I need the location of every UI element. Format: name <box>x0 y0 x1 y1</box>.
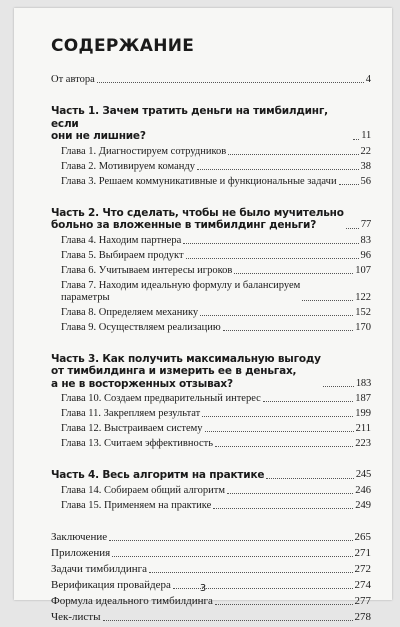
leader-dots <box>186 258 359 259</box>
part-page: 11 <box>361 130 371 141</box>
entry-page: 277 <box>354 594 371 607</box>
chapter-page: 199 <box>355 408 371 419</box>
chapter-text: Глава 11. Закрепляем результат <box>61 408 201 419</box>
chapter-page: 38 <box>360 160 371 172</box>
chapter-page: 83 <box>360 234 371 246</box>
toc-part-2 <box>51 207 371 232</box>
toc-chapter-9 <box>51 322 371 334</box>
part-title: Часть 3. Как получить максимальную выгоду от тимбилдинга и измерить ее в деньгах, а не в восторженных отзывах? <box>51 352 321 390</box>
entry-page: 272 <box>354 562 371 575</box>
toc-chapter-1 <box>51 146 371 158</box>
leader-dots <box>103 620 353 621</box>
chapter-text: Глава 15. Применяем на практике <box>61 499 212 511</box>
toc-part-1 <box>51 105 371 143</box>
chapter-text: Глава 8. Определяем механику <box>61 306 199 318</box>
part-title: Часть 2. Что сделать, чтобы не было мучительно больно за вложенные в тимбилдинг деньги? <box>51 206 344 231</box>
toc-chapter-3 <box>51 176 371 188</box>
entry-text: Формула идеального тимбилдинга <box>51 594 213 607</box>
toc-chapter-2 <box>51 161 371 173</box>
entry-text: Задачи тимбилдинга <box>51 562 147 575</box>
page-number: 3 <box>199 583 207 594</box>
chapter-text: Глава 2. Мотивируем команду <box>61 160 195 172</box>
entry-page: 271 <box>354 546 371 559</box>
page-title: СОДЕРЖАНИЕ <box>51 36 195 56</box>
leader-dots <box>223 330 353 331</box>
leader-dots <box>346 228 359 229</box>
chapter-text: Глава 3. Решаем коммуникативные и функциональные задачи <box>61 175 337 187</box>
entry-text: Заключение <box>51 530 108 543</box>
toc-chapter-7 <box>51 280 371 304</box>
chapter-page: 187 <box>355 393 371 404</box>
part-page: 245 <box>355 469 371 480</box>
chapter-page: 249 <box>355 499 371 511</box>
toc-chapter-5 <box>51 250 371 262</box>
toc-entry-formula <box>51 595 371 608</box>
leader-dots <box>263 401 353 402</box>
chapter-page: 211 <box>355 423 371 434</box>
entry-text: От автора <box>51 74 95 85</box>
chapter-text: Глава 1. Диагностируем сотрудников <box>61 145 227 157</box>
toc-chapter-15 <box>51 500 371 512</box>
toc-entry-conclusion <box>51 531 371 544</box>
entry-page: 278 <box>354 610 371 623</box>
chapter-text: Глава 10. Создаем предварительный интерес <box>61 393 261 404</box>
part-page: 183 <box>355 377 371 389</box>
entry-text: Чек-листы <box>51 610 101 623</box>
leader-dots <box>215 604 353 605</box>
chapter-text: Глава 12. Выстраиваем систему <box>61 423 203 434</box>
leader-dots <box>302 300 353 301</box>
leader-dots <box>112 556 352 557</box>
leader-dots <box>197 169 359 170</box>
leader-dots <box>202 416 353 417</box>
toc-chapter-11 <box>51 408 371 420</box>
toc-chapter-4 <box>51 235 371 247</box>
toc-chapter-10 <box>51 393 371 405</box>
leader-dots <box>200 315 353 316</box>
leader-dots <box>353 139 359 140</box>
toc-entry-appendices <box>51 547 371 560</box>
leader-dots <box>205 431 354 432</box>
part-title: Часть 1. Зачем тратить деньги на тимбилдинг, если они не лишние? <box>51 105 328 142</box>
leader-dots <box>183 243 358 244</box>
leader-dots <box>149 572 353 573</box>
toc-entry-checklists <box>51 611 371 624</box>
leader-dots <box>323 386 354 387</box>
leader-dots <box>215 446 353 447</box>
entry-page: 274 <box>354 578 371 591</box>
toc-part-3 <box>51 353 371 391</box>
toc-chapter-13 <box>51 438 371 450</box>
chapter-text: Глава 5. Выбираем продукт <box>61 249 184 261</box>
chapter-text: Глава 13. Считаем эффективность <box>61 438 214 449</box>
chapter-page: 246 <box>355 484 371 496</box>
chapter-text: Глава 9. Осуществляем реализацию <box>61 321 221 333</box>
chapter-page: 152 <box>355 306 371 318</box>
chapter-text: Глава 4. Находим партнера <box>61 234 182 246</box>
entry-page: 4 <box>365 74 371 85</box>
entry-text: Приложения <box>51 546 111 559</box>
leader-dots <box>234 273 353 274</box>
chapter-page: 96 <box>360 249 371 261</box>
chapter-page: 223 <box>355 438 371 449</box>
chapter-text: Глава 7. Находим идеальную формулу и балансируем параметры <box>61 279 301 303</box>
book-page <box>14 8 392 623</box>
toc-chapter-12 <box>51 423 371 435</box>
leader-dots <box>227 493 353 494</box>
toc-part-4 <box>51 469 371 482</box>
toc-chapter-8 <box>51 307 371 319</box>
chapter-page: 122 <box>355 291 371 303</box>
chapter-text: Глава 6. Учитываем интересы игроков <box>61 264 233 276</box>
chapter-page: 107 <box>355 264 371 276</box>
toc-chapter-6 <box>51 265 371 277</box>
chapter-page: 170 <box>355 321 371 333</box>
toc-entries <box>51 74 371 627</box>
part-page: 77 <box>360 219 371 230</box>
leader-dots <box>97 82 364 83</box>
leader-dots <box>213 508 353 509</box>
entry-text: Верификация провайдера <box>51 578 171 591</box>
chapter-page: 22 <box>360 145 371 157</box>
entry-page: 265 <box>354 530 371 543</box>
leader-dots <box>109 540 352 541</box>
chapter-page: 56 <box>360 175 371 187</box>
part-title: Часть 4. Весь алгоритм на практике <box>51 469 265 481</box>
toc-entry-tasks <box>51 563 371 576</box>
chapter-text: Глава 14. Собираем общий алгоритм <box>61 484 226 496</box>
leader-dots <box>339 184 359 185</box>
leader-dots <box>266 478 354 479</box>
toc-chapter-14 <box>51 485 371 497</box>
toc-entry-author <box>51 74 371 86</box>
leader-dots <box>228 154 358 155</box>
